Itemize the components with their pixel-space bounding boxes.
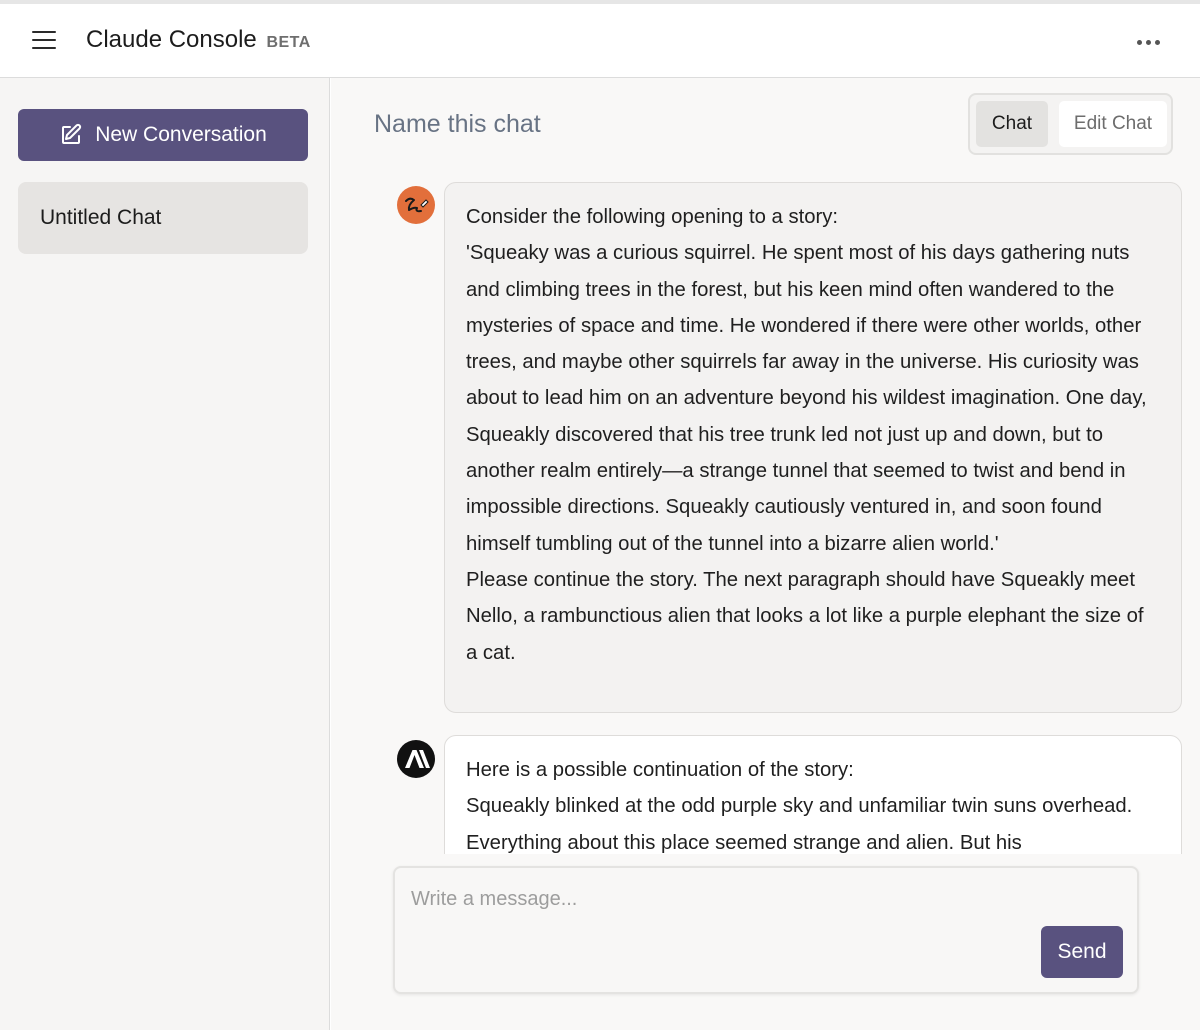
message-line: Please continue the story. The next paragraph should have Squeakly meet Nello, a rambunctious alien that looks a lot like a purple elephant the size of a cat. xyxy=(466,568,1144,664)
app-header xyxy=(0,4,1200,78)
edit-square-icon xyxy=(59,123,83,147)
anthropic-logo-icon xyxy=(397,740,435,778)
tab-edit-chat[interactable]: Edit Chat xyxy=(1059,101,1167,147)
sidebar-item-label: Untitled Chat xyxy=(40,206,162,229)
app-title-text: Claude Console xyxy=(86,26,257,53)
message-input[interactable] xyxy=(395,868,1137,992)
chat-title[interactable]: Name this chat xyxy=(374,110,541,138)
new-conversation-button[interactable] xyxy=(18,109,308,161)
user-avatar-icon xyxy=(397,186,435,224)
chat-panel xyxy=(331,78,1200,1030)
message-line: Consider the following opening to a story: xyxy=(466,206,839,228)
message-line: 'Squeaky was a curious squirrel. He spent most of his days gathering nuts and climbing trees in the forest, but his keen mind often wandered to the mysteries of space and time. He wondered if there were other worlds, other trees, and maybe other squirrels far away in the universe. His curiosity was about to lead him on an adventure beyond his wildest imagination. One day, Squeakly discovered that his tree trunk led not just up and down, but to another realm entirely—a strange tunnel that seemed to twist and bend in impossible directions. Squeakly cautiously ventured in, and soon found himself tumbling out of the tunnel into a bizarre alien world.' xyxy=(466,242,1147,555)
message-line: Squeakly blinked at the odd purple sky and unfamiliar twin suns overhead. Everything about this place seemed strange and alien. But his xyxy=(466,795,1133,854)
view-tab-group xyxy=(968,93,1173,155)
send-button[interactable]: Send xyxy=(1041,926,1123,978)
assistant-message xyxy=(444,735,1182,854)
sidebar xyxy=(0,78,330,1030)
sidebar-item-untitled-chat[interactable] xyxy=(18,182,308,254)
tab-chat[interactable]: Chat xyxy=(976,101,1048,147)
more-options-icon[interactable] xyxy=(1130,30,1166,54)
user-message xyxy=(444,182,1182,713)
app-title xyxy=(86,26,311,54)
hamburger-menu-icon[interactable] xyxy=(32,29,58,51)
beta-badge: BETA xyxy=(266,34,311,51)
new-conversation-label: New Conversation xyxy=(95,123,267,146)
message-line: Here is a possible continuation of the story: xyxy=(466,759,854,781)
message-list[interactable] xyxy=(331,182,1200,854)
message-composer xyxy=(393,866,1139,994)
